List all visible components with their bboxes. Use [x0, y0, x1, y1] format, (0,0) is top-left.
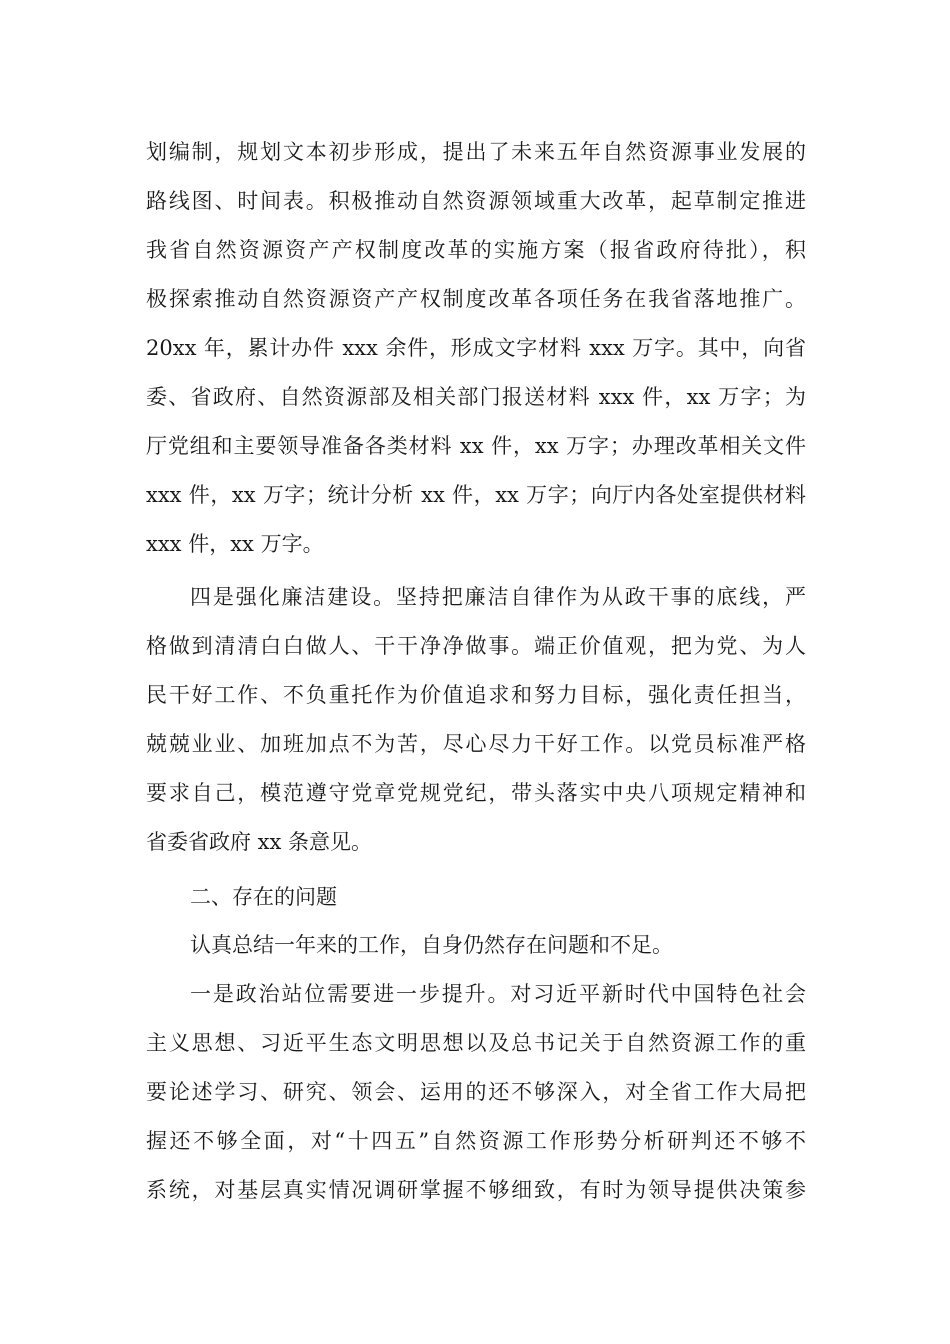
paragraph-line: 主义思想、习近平生态文明思想以及总书记关于自然资源工作的重 — [146, 1031, 806, 1055]
paragraph-line: 兢兢业业、加班加点不为苦，尽心尽力干好工作。以党员标准严格 — [146, 732, 806, 756]
section-heading: 二、存在的问题 — [190, 885, 337, 909]
paragraph-line: xxx 件，xx 万字。 — [146, 532, 324, 556]
paragraph-line: 委、省政府、自然资源部及相关部门报送材料 xxx 件，xx 万字；为 — [146, 385, 806, 409]
paragraph-line: 格做到清清白白做人、干干净净做事。端正价值观，把为党、为人 — [146, 634, 806, 658]
paragraph-line: 我省自然资源资产产权制度改革的实施方案（报省政府待批），积 — [146, 238, 806, 262]
paragraph-line: 划编制，规划文本初步形成，提出了未来五年自然资源事业发展的 — [146, 140, 806, 164]
paragraph-line: 极探索推动自然资源资产产权制度改革各项任务在我省落地推广。 — [146, 287, 806, 311]
paragraph-first-line: 认真总结一年来的工作，自身仍然存在问题和不足。 — [190, 933, 673, 957]
paragraph-line: 民干好工作、不负重托作为价值追求和努力目标，强化责任担当， — [146, 683, 806, 707]
paragraph-line: 握还不够全面，对“十四五”自然资源工作形势分析研判还不够不 — [146, 1129, 806, 1153]
paragraph-first-line: 一是政治站位需要进一步提升。对习近平新时代中国特色社会 — [190, 982, 806, 1006]
paragraph-line: 20xx 年，累计办件 xxx 余件，形成文字材料 xxx 万字。其中，向省 — [146, 336, 806, 360]
paragraph-line: 路线图、时间表。积极推动自然资源领域重大改革，起草制定推进 — [146, 189, 806, 213]
paragraph-line: 要求自己，模范遵守党章党规党纪，带头落实中央八项规定精神和 — [146, 781, 806, 805]
paragraph-line: xxx 件，xx 万字；统计分析 xx 件，xx 万字；向厅内各处室提供材料 — [146, 483, 806, 507]
paragraph-line: 要论述学习、研究、领会、运用的还不够深入，对全省工作大局把 — [146, 1080, 806, 1104]
paragraph-line: 系统，对基层真实情况调研掌握不够细致，有时为领导提供决策参 — [146, 1178, 806, 1202]
paragraph-line: 省委省政府 xx 条意见。 — [146, 830, 373, 854]
paragraph-first-line: 四是强化廉洁建设。坚持把廉洁自律作为从政干事的底线，严 — [190, 585, 806, 609]
paragraph-line: 厅党组和主要领导准备各类材料 xx 件，xx 万字；办理改革相关文件 — [146, 434, 806, 458]
